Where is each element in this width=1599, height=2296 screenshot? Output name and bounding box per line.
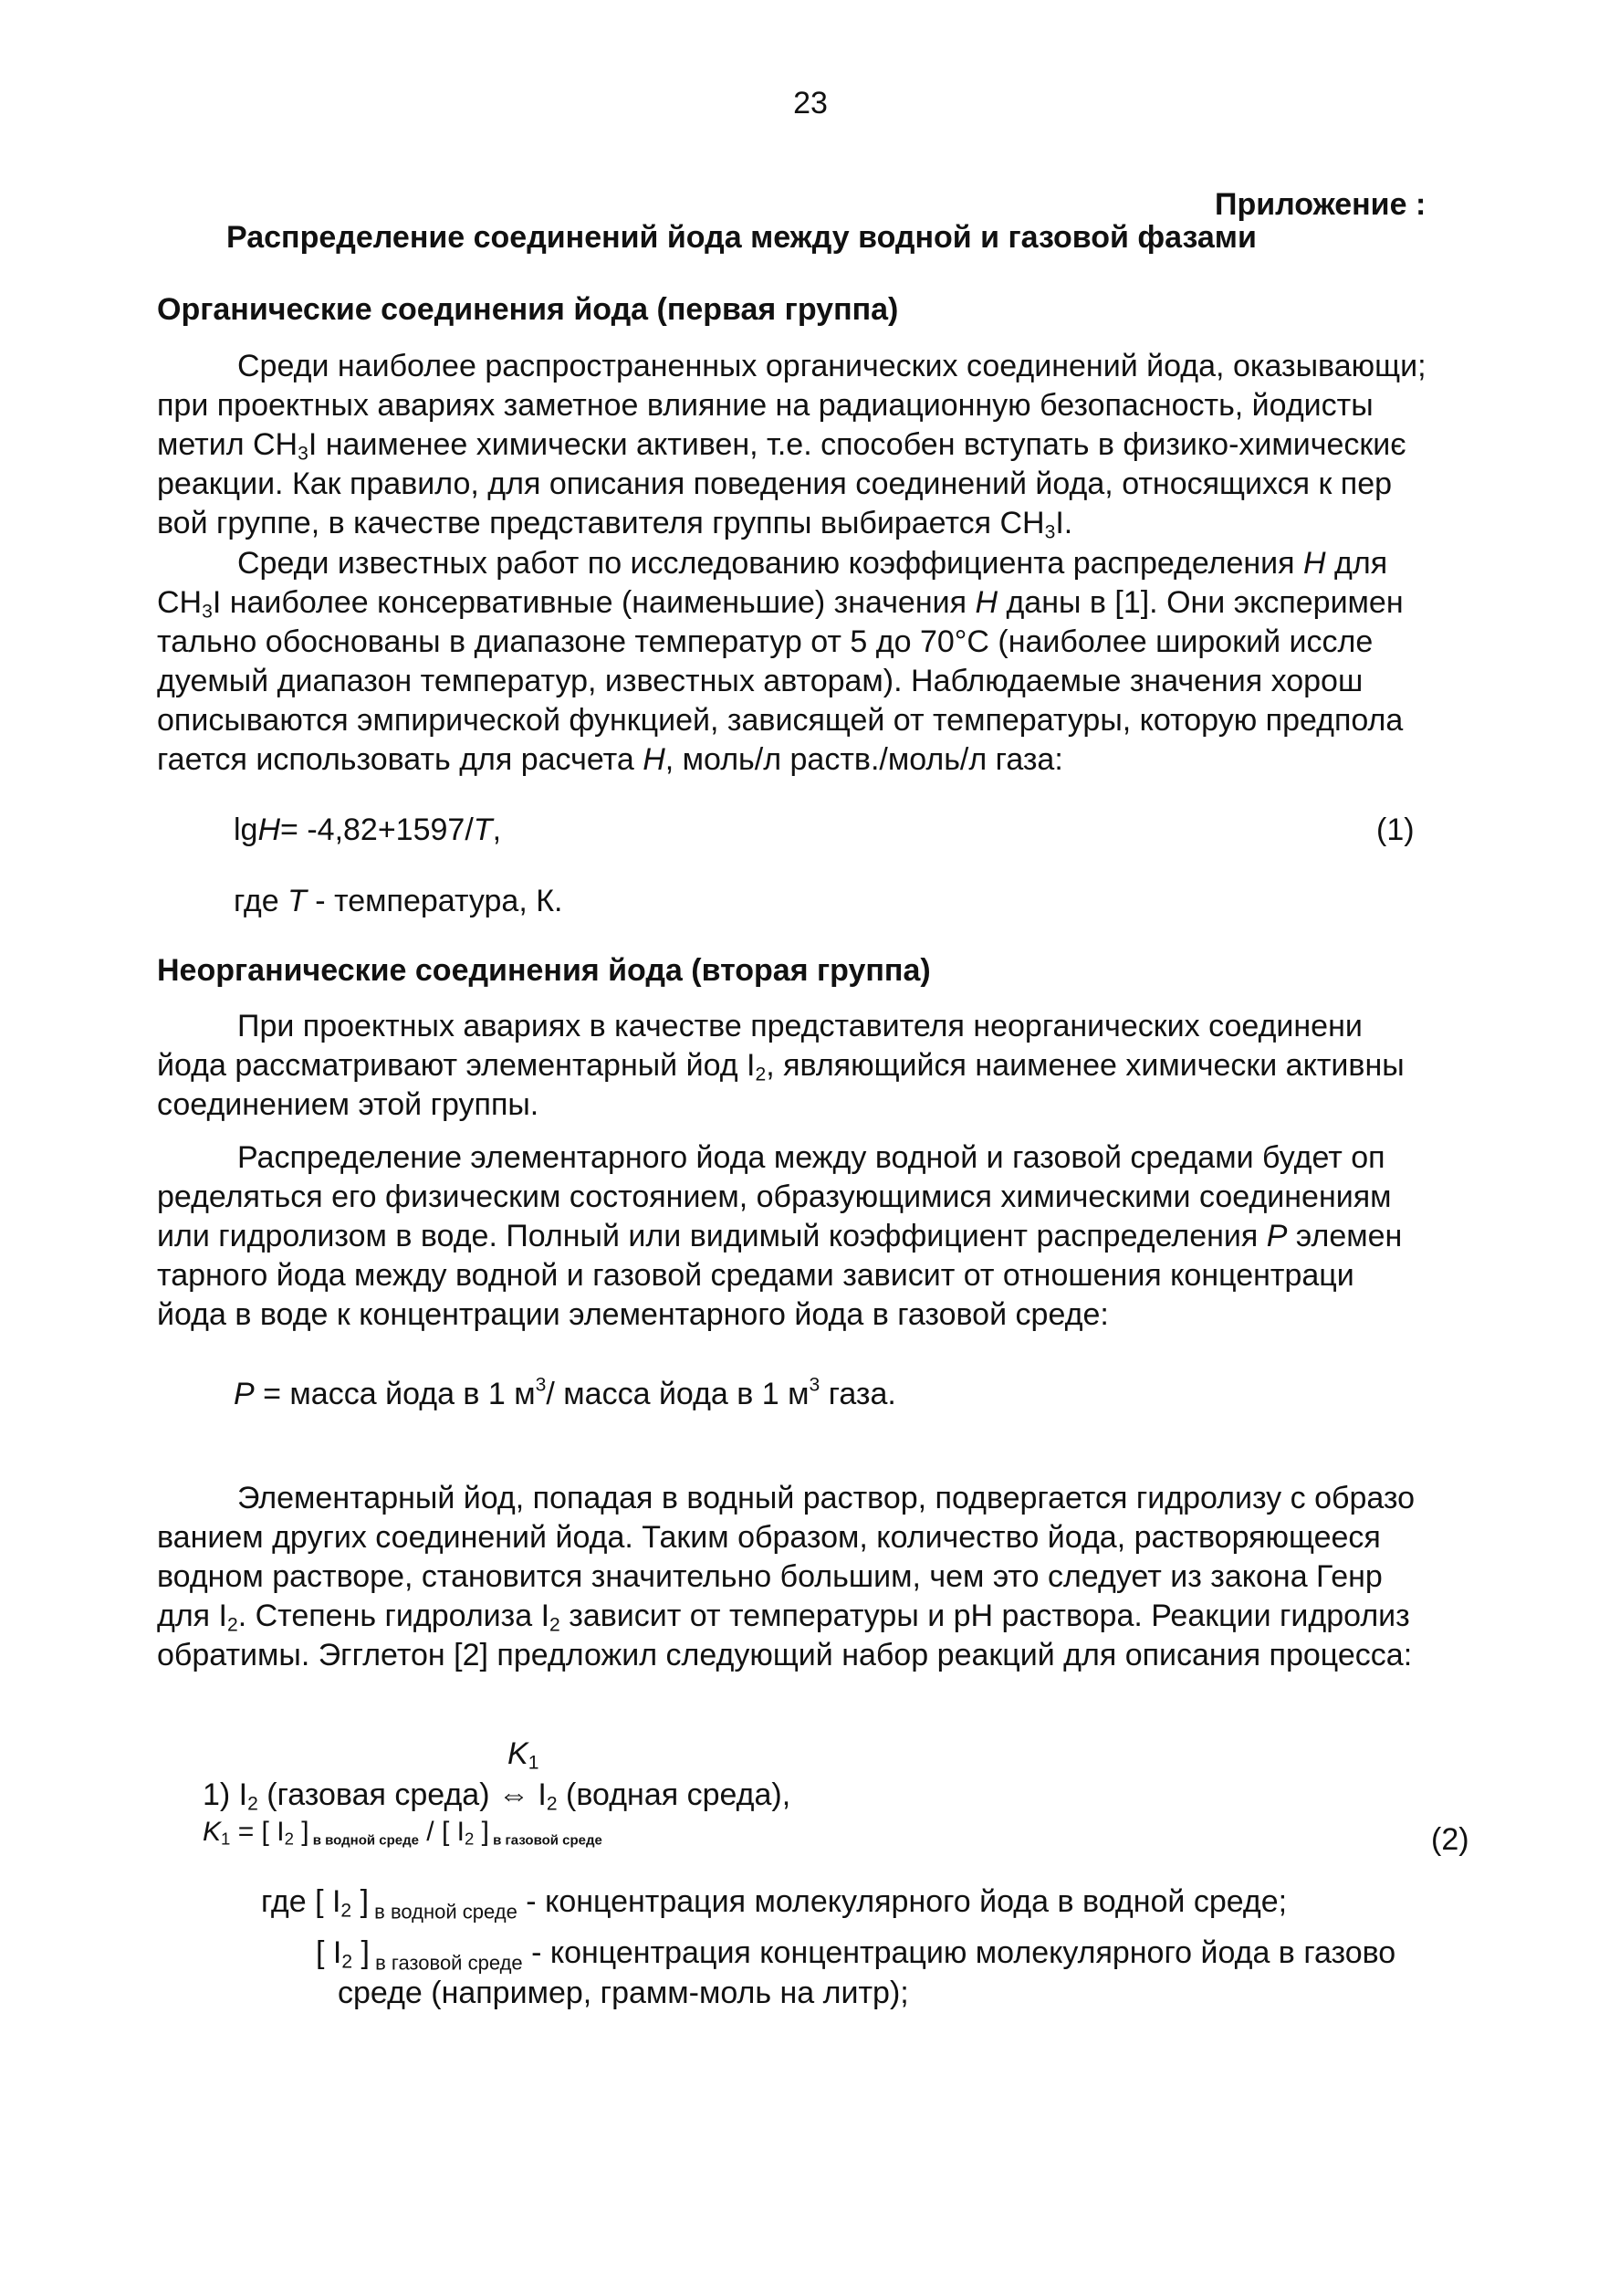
text-line: или гидролизом в воде. Полный или видимый коэффициент распределения P элемен xyxy=(157,1219,1403,1253)
text-line: Среди известных работ по исследованию коэффициента распределения H для xyxy=(237,546,1388,581)
reaction-constant-label: $K_1$ xyxy=(507,1736,539,1774)
formula-number-1: (1) xyxy=(1376,813,1415,847)
formula-lgh: lgH= -4,82+1597/T, xyxy=(234,813,502,847)
formula-variable-definition: где T - температура, К. xyxy=(234,884,563,918)
text-line: Элементарный йод, попадая в водный раствор, подвергается гидролизу с образо xyxy=(237,1481,1416,1515)
text-line: обратимы. Эгглетон [2] предложил следующий набор реакций для описания процесса: xyxy=(157,1638,1413,1672)
text-line: ванием других соединений йода. Таким образом, количество йода, растворяющееся xyxy=(157,1520,1381,1555)
paragraph-organic-intro xyxy=(157,347,1491,543)
concentration-definition-water: где [ $I_2$ ] $_{в водной среде}$ - концентрация молекулярного йода в водной среде; xyxy=(261,1884,1288,1924)
paragraph-hydrolysis xyxy=(157,1479,1491,1675)
document-title: Распределение соединений йода между водной и газовой фазами xyxy=(226,220,1257,255)
text-line: реакции. Как правило, для описания поведения соединений йода, относящихся к пер xyxy=(157,467,1393,501)
section-heading-inorganic: Неорганические соединения йода (вторая группа) xyxy=(157,953,931,988)
text-line: йода в воде к концентрации элементарного йода в газовой среде: xyxy=(157,1297,1109,1332)
text-line: тально обоснованы в диапазоне температур от 5 до 70°С (наиболее широкий иссле xyxy=(157,624,1374,659)
text-line: Среди наиболее распространенных органических соединений йода, оказывающи; xyxy=(237,349,1427,383)
text-line: тарного йода между водной и газовой средами зависит от отношения концентраци xyxy=(157,1258,1354,1293)
text-line: дуемый диапазон температур, известных авторам). Наблюдаемые значения хорош xyxy=(157,664,1364,698)
text-line: водном растворе, становится значительно большим, чем это следует из закона Генр xyxy=(157,1559,1383,1594)
paragraph-elemental-iodine xyxy=(157,1138,1491,1335)
text-line: $CH_3I$ наиболее консервативные (наименьшие) значения H даны в [1]. Они эксперимен xyxy=(157,585,1404,623)
text-line: йода рассматривают элементарный йод $I_2$, являющийся наименее химически активны xyxy=(157,1048,1405,1085)
paragraph-inorganic-intro xyxy=(157,1007,1491,1125)
text-line: вой группе, в качестве представителя группы выбирается $CH_3I$. xyxy=(157,506,1073,543)
formula-number-2: (2) xyxy=(1431,1822,1469,1857)
concentration-definition-gas: [ $I_2$ ] $_{в газовой среде}$ - концентрация концентрацию молекулярного йода в газово xyxy=(316,1935,1396,1975)
text-line: соединением этой группы. xyxy=(157,1087,539,1122)
text-line: описываются эмпирической функцией, зависящей от температуры, которую предпола xyxy=(157,703,1404,738)
reaction-equation-1: 1) $I_2$ (газовая среда) ⇔ $I_2$ (водная среда), xyxy=(203,1777,791,1815)
text-line: для $I_2$. Степень гидролиза $I_2$ зависит от температуры и pH раствора. Реакции гидролиз xyxy=(157,1599,1410,1636)
text-line: При проектных авариях в качестве представителя неорганических соединени xyxy=(237,1009,1363,1043)
concentration-units-note: среде (например, грамм-моль на литр); xyxy=(338,1976,909,2010)
page-number: 23 xyxy=(793,86,828,121)
appendix-label: Приложение : xyxy=(1215,187,1427,222)
text-line: ределяться его физическим состоянием, образующимися химическими соединениям xyxy=(157,1179,1392,1214)
formula-p: P = масса йода в 1 $м^3/$ масса йода в 1 $м^3$ газа. xyxy=(234,1374,896,1411)
text-line: метил $CH_3I$ наименее химически активен, т.е. способен вступать в физико-химическиє xyxy=(157,427,1406,465)
text-line: Распределение элементарного йода между водной и газовой средами будет оп xyxy=(237,1140,1385,1175)
text-line: при проектных авариях заметное влияние на радиационную безопасность, йодисты xyxy=(157,388,1374,423)
paragraph-organic-distribution xyxy=(157,544,1491,780)
section-heading-organic: Органические соединения йода (первая группа) xyxy=(157,292,899,327)
reaction-constant-definition: $K_1$ = [ $I_2$ ] в водной среде / [ $I_2$ ] в газовой среде xyxy=(203,1817,602,1849)
text-line: гается использовать для расчета H, моль/л раств./моль/л газа: xyxy=(157,742,1063,777)
equilibrium-arrow-icon: ⇔ xyxy=(497,1777,529,1812)
